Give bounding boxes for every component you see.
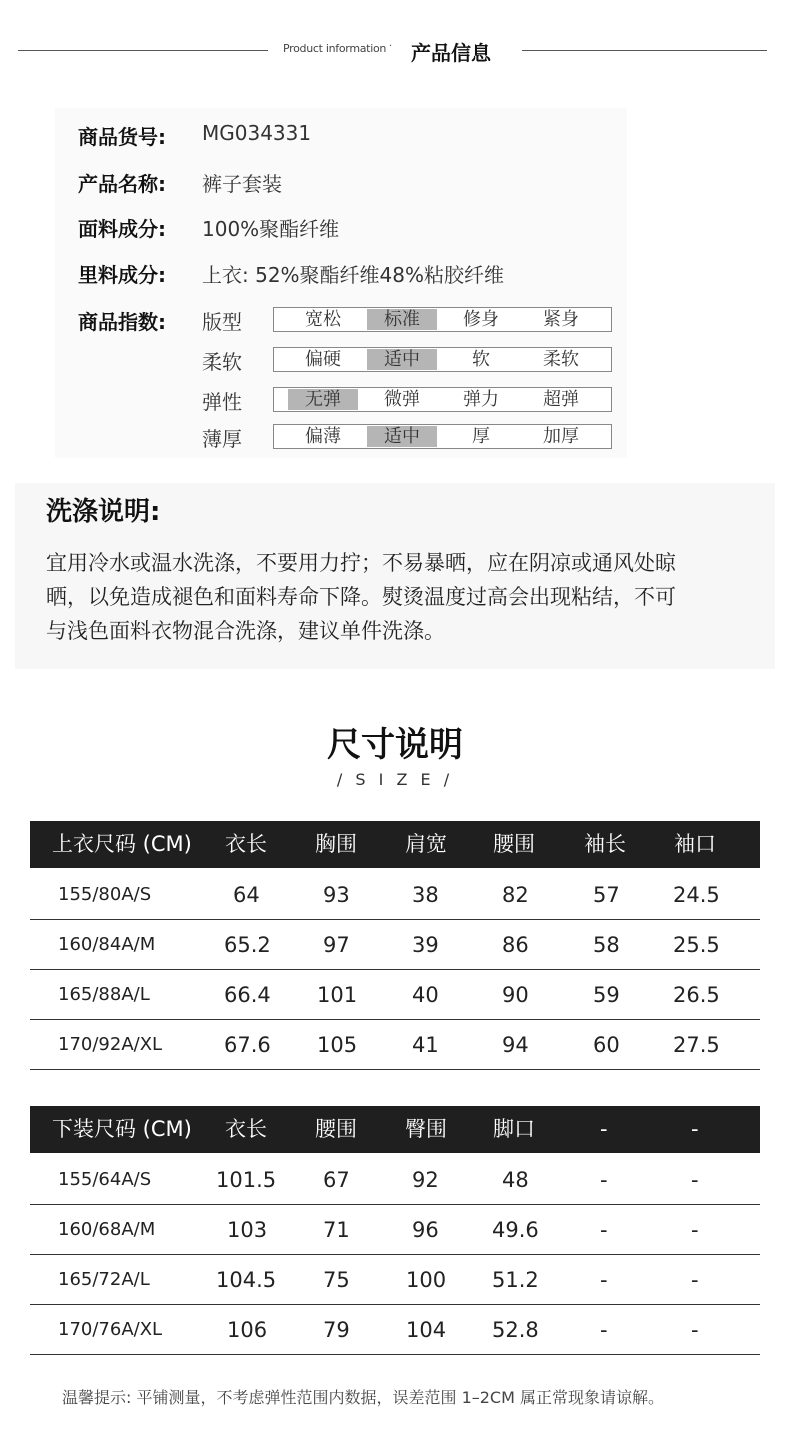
table-cell: 26.5 (673, 983, 720, 1007)
table-cell: 41 (412, 1033, 439, 1057)
table-cell: 64 (233, 883, 260, 907)
table-row (30, 870, 760, 920)
header-english-title: Product information (283, 42, 387, 55)
table-cell-size: 155/64A/S (58, 1169, 152, 1190)
table-cell: 86 (502, 933, 529, 957)
header-chinese-title: 产品信息 (411, 41, 491, 65)
column-header: - (691, 1117, 699, 1141)
table-cell: - (691, 1318, 699, 1342)
item-no-value: MG034331 (202, 121, 312, 145)
header-separator-dot: · (389, 41, 393, 52)
index-option: 偏薄 (305, 426, 341, 447)
index-option-selected: 适中 (367, 349, 437, 370)
table-cell: 58 (593, 933, 620, 957)
table-cell: 82 (502, 883, 529, 907)
header-line-left (18, 50, 268, 51)
column-header: 胸围 (315, 832, 357, 856)
table-cell: 106 (227, 1318, 268, 1342)
table-cell: 25.5 (673, 933, 720, 957)
index-name-softness: 柔软 (202, 350, 242, 374)
column-header: 腰围 (315, 1117, 357, 1141)
table-cell: 92 (412, 1168, 439, 1192)
index-option: 紧身 (543, 309, 579, 330)
washing-text-line: 宜用冷水或温水洗涤，不要用力拧；不易暴晒，应在阴凉或通风处晾 (46, 551, 676, 575)
column-header: 肩宽 (405, 832, 447, 856)
table-row (30, 970, 760, 1020)
table-cell: 101 (317, 983, 358, 1007)
washing-text-line: 晒，以免造成褪色和面料寿命下降。熨烫温度过高会出现粘结，不可 (46, 585, 676, 609)
column-header: 衣长 (225, 1117, 267, 1141)
column-header: 腰围 (493, 832, 535, 856)
index-name-fit: 版型 (202, 310, 242, 334)
index-option: 厚 (472, 426, 490, 447)
size-subtitle: / S I Z E / (336, 770, 454, 789)
table-cell: 27.5 (673, 1033, 720, 1057)
table-cell: 39 (412, 933, 439, 957)
table-cell-size: 160/68A/M (58, 1219, 156, 1240)
size-title: 尺寸说明 (327, 725, 463, 765)
measurement-tip: 温馨提示: 平铺测量，不考虑弹性范围内数据，误差范围 1–2CM 属正常现象请谅解。 (62, 1388, 664, 1407)
table-cell-size: 165/88A/L (58, 984, 150, 1005)
index-name-elasticity: 弹性 (202, 390, 242, 414)
table-cell: 93 (323, 883, 350, 907)
index-label: 商品指数: (78, 310, 166, 334)
table-cell: 104 (406, 1318, 447, 1342)
table-cell: - (600, 1318, 608, 1342)
table-cell: 79 (323, 1318, 350, 1342)
index-option: 微弹 (384, 389, 420, 410)
table-cell: 75 (323, 1268, 350, 1292)
table-cell: 40 (412, 983, 439, 1007)
table-cell-size: 170/92A/XL (58, 1034, 163, 1055)
column-header: - (600, 1117, 608, 1141)
header-line-right (522, 50, 767, 51)
table-row (30, 1155, 760, 1205)
top-size-table-header (30, 821, 760, 868)
column-header-size: 下装尺码 (CM) (52, 1117, 192, 1141)
table-cell-size: 160/84A/M (58, 934, 156, 955)
table-cell: 52.8 (492, 1318, 539, 1342)
index-option-selected: 标准 (367, 309, 437, 330)
table-cell-size: 165/72A/L (58, 1269, 150, 1290)
table-cell-size: 170/76A/XL (58, 1319, 163, 1340)
column-header-size: 上衣尺码 (CM) (52, 832, 192, 856)
item-no-label: 商品货号: (78, 125, 166, 149)
table-cell: 60 (593, 1033, 620, 1057)
table-cell: 96 (412, 1218, 439, 1242)
table-cell: 38 (412, 883, 439, 907)
table-row (30, 920, 760, 970)
table-cell: - (691, 1218, 699, 1242)
lining-value: 上衣: 52%聚酯纤维48%粘胶纤维 (202, 263, 505, 287)
table-cell: 103 (227, 1218, 268, 1242)
table-cell: 59 (593, 983, 620, 1007)
table-cell: 49.6 (492, 1218, 539, 1242)
column-header: 袖口 (674, 832, 716, 856)
fabric-value: 100%聚酯纤维 (202, 217, 340, 241)
table-row (30, 1020, 760, 1070)
index-option: 宽松 (305, 309, 341, 330)
column-header: 袖长 (584, 832, 626, 856)
table-cell: 101.5 (216, 1168, 277, 1192)
index-option: 超弹 (543, 389, 579, 410)
lining-label: 里料成分: (78, 263, 166, 287)
table-cell: 48 (502, 1168, 529, 1192)
table-row (30, 1255, 760, 1305)
table-cell: 57 (593, 883, 620, 907)
index-scale-elasticity (273, 387, 612, 412)
index-option-selected: 适中 (367, 426, 437, 447)
table-cell: 71 (323, 1218, 350, 1242)
table-cell: 94 (502, 1033, 529, 1057)
product-name-label: 产品名称: (78, 172, 166, 196)
index-option: 偏硬 (305, 349, 341, 370)
table-row (30, 1305, 760, 1355)
table-cell: 51.2 (492, 1268, 539, 1292)
column-header: 脚口 (493, 1117, 535, 1141)
table-cell: 67 (323, 1168, 350, 1192)
product-name-value: 裤子套装 (202, 172, 282, 196)
index-option: 弹力 (463, 389, 499, 410)
table-cell: 90 (502, 983, 529, 1007)
index-scale-softness (273, 347, 612, 372)
table-cell: 24.5 (673, 883, 720, 907)
bottom-size-table-header (30, 1106, 760, 1153)
table-cell: 104.5 (216, 1268, 277, 1292)
table-cell: - (600, 1168, 608, 1192)
table-cell: - (691, 1268, 699, 1292)
washing-title: 洗涤说明: (46, 497, 161, 527)
index-name-thickness: 薄厚 (202, 427, 242, 451)
index-option: 修身 (463, 309, 499, 330)
column-header: 臀围 (405, 1117, 447, 1141)
fabric-label: 面料成分: (78, 217, 166, 241)
table-cell: - (600, 1268, 608, 1292)
table-cell: 105 (317, 1033, 358, 1057)
index-option: 软 (472, 349, 490, 370)
table-cell: 97 (323, 933, 350, 957)
index-option: 柔软 (543, 349, 579, 370)
index-scale-fit (273, 307, 612, 332)
table-cell: 66.4 (224, 983, 271, 1007)
index-scale-thickness (273, 424, 612, 449)
table-row (30, 1205, 760, 1255)
index-option: 加厚 (543, 426, 579, 447)
table-cell: 65.2 (224, 933, 271, 957)
index-option-selected: 无弹 (288, 389, 358, 410)
table-cell: 100 (406, 1268, 447, 1292)
column-header: 衣长 (225, 832, 267, 856)
table-cell-size: 155/80A/S (58, 884, 152, 905)
table-cell: - (691, 1168, 699, 1192)
table-cell: 67.6 (224, 1033, 271, 1057)
washing-text-line: 与浅色面料衣物混合洗涤，建议单件洗涤。 (46, 619, 445, 643)
table-cell: - (600, 1218, 608, 1242)
